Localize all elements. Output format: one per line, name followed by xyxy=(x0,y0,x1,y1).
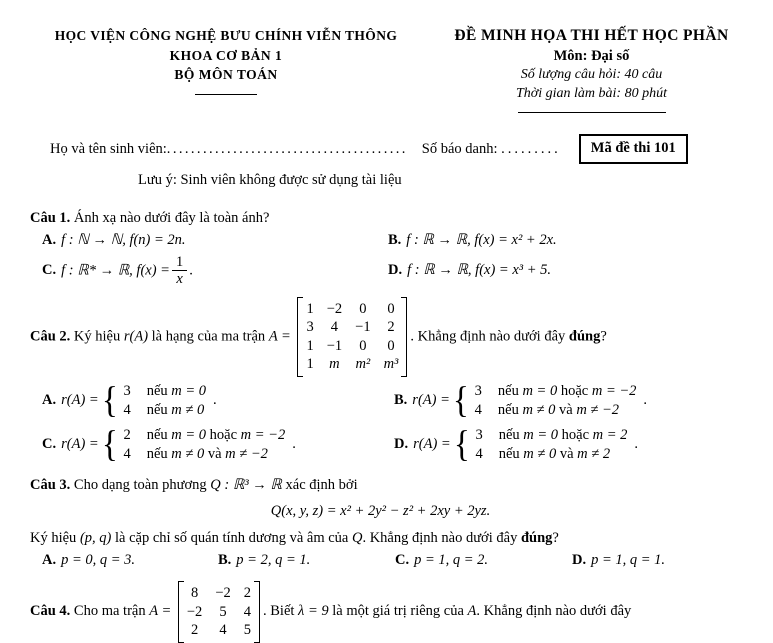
q3-inertia-pair: (p, q) xyxy=(79,530,112,547)
case-if-word: nếu xyxy=(498,445,520,462)
q3-option-a xyxy=(42,551,218,570)
question-3-text-1: Cho dạng toàn phương xyxy=(73,476,211,493)
q2-option-d-label: D. xyxy=(394,436,409,453)
question-4-label: Câu 4. xyxy=(30,603,71,620)
matrix-cell: 4 xyxy=(330,319,339,336)
case-if-word: nếu xyxy=(146,401,168,418)
matrix-cell: 0 xyxy=(359,300,367,317)
case-math: m = −2 xyxy=(240,426,286,443)
left-divider-rule xyxy=(195,94,257,95)
q1-option-c-math: f : ℝ* → ℝ, f(x) = xyxy=(61,262,170,278)
institution-block xyxy=(30,26,422,113)
matrix-cell: m xyxy=(329,356,340,373)
matrix-cell: −1 xyxy=(326,337,343,354)
case-math: m = 2 xyxy=(592,426,628,443)
question-3-map: Q : ℝ³ → ℝ xyxy=(210,476,282,493)
matrix-cell: 0 xyxy=(387,300,395,317)
q1-option-d-math: f : ℝ → ℝ, f(x) = x³ + 5. xyxy=(407,262,552,279)
faculty-name: KHOA CƠ BẢN 1 xyxy=(169,48,283,63)
q1-option-c xyxy=(42,254,388,288)
question-2-text-2: là hạng của ma trận xyxy=(148,328,269,345)
q2-option-b-lhs: r(A) = xyxy=(412,392,450,409)
matrix-cell: 2 xyxy=(190,622,199,639)
case-conj-word: và xyxy=(559,401,573,418)
cases-brace: { xyxy=(452,379,469,421)
question-2-emphasis: đúng xyxy=(568,328,601,345)
matrix-cell: 5 xyxy=(243,622,251,639)
q2-option-d-lhs: r(A) = xyxy=(413,436,451,453)
q2-option-c xyxy=(42,425,394,465)
q2-matrix-grid xyxy=(306,300,398,374)
case-condition xyxy=(147,382,206,401)
question-2-text-3: . Khẳng định nào dưới đây xyxy=(410,328,569,345)
q1-option-a-label: A. xyxy=(42,232,57,249)
matrix-cell: −2 xyxy=(186,603,203,620)
fraction-numerator: 1 xyxy=(172,254,187,272)
matrix-cell: −2 xyxy=(326,300,343,317)
case-value: 2 xyxy=(123,426,131,443)
question-4-eigenvalue: λ = 9 xyxy=(298,603,329,620)
case-math: m ≠ 0 xyxy=(171,401,205,418)
question-4-text-2: . Biết xyxy=(263,603,299,620)
matrix-cell: 1 xyxy=(306,356,314,373)
question-2 xyxy=(30,297,761,377)
case-math: m = 0 xyxy=(522,382,558,399)
question-1-label: Câu 1. xyxy=(30,210,71,227)
q3-option-d xyxy=(572,551,761,570)
matrix-cell: 4 xyxy=(243,603,251,620)
q3-option-c-label: C. xyxy=(395,552,410,569)
student-name-label: Họ và tên sinh viên: xyxy=(50,140,167,157)
case-conj-word: hoặc xyxy=(560,382,589,399)
q2-option-b-cases xyxy=(475,382,637,420)
q1-option-d xyxy=(388,261,761,280)
q2-option-d-period: . xyxy=(634,436,639,453)
exam-subject: Môn: Đại số xyxy=(553,48,630,64)
case-if-word: nếu xyxy=(497,382,519,399)
case-math: m = 0 xyxy=(171,382,207,399)
q4-matrix xyxy=(178,581,260,643)
case-value: 3 xyxy=(474,382,482,399)
matrix-cell: −1 xyxy=(355,319,371,336)
q3-option-d-label: D. xyxy=(572,552,587,569)
q2-option-a-label: A. xyxy=(42,392,57,409)
q3-option-a-label: A. xyxy=(42,552,57,569)
student-id-blank: ......... xyxy=(501,140,561,157)
q2-option-b xyxy=(394,381,761,421)
q2-matrix xyxy=(297,297,407,377)
case-math: m ≠ 2 xyxy=(577,445,611,462)
cases-brace: { xyxy=(453,423,470,465)
q2-option-c-period: . xyxy=(292,436,296,453)
case-condition xyxy=(147,445,286,464)
cases-brace: { xyxy=(101,379,118,421)
q3-option-b-label: B. xyxy=(218,552,232,569)
right-divider-rule xyxy=(518,112,666,113)
q3-text-seg: Ký hiệu xyxy=(30,530,80,547)
question-2-rank-symbol: r(A) xyxy=(123,328,149,345)
q3-quadratic-form-formula: Q(x, y, z) = x² + 2y² − z² + 2xy + 2yz. xyxy=(270,502,491,519)
q1-option-a xyxy=(42,231,388,250)
question-1 xyxy=(30,209,761,228)
matrix-cell: m² xyxy=(355,356,371,373)
exam-question-count: Số lượng câu hỏi: 40 câu xyxy=(520,67,663,82)
q3-form-symbol: Q xyxy=(351,530,363,547)
case-math: m ≠ 0 xyxy=(171,445,205,462)
institution-name: HỌC VIỆN CÔNG NGHỆ BƯU CHÍNH VIỄN THÔNG xyxy=(54,28,398,43)
q3-option-b xyxy=(218,551,395,570)
case-value: 4 xyxy=(475,445,483,462)
case-if-word: nếu xyxy=(498,426,520,443)
matrix-cell: m³ xyxy=(383,356,399,373)
case-value: 4 xyxy=(123,401,131,418)
student-id-label: Số báo danh: xyxy=(421,140,498,157)
q1-option-b-math: f : ℝ → ℝ, f(x) = x² + 2x. xyxy=(406,232,557,249)
case-value: 3 xyxy=(475,426,483,443)
case-condition xyxy=(147,426,286,445)
question-1-options xyxy=(42,231,761,287)
question-2-text-4: ? xyxy=(600,328,607,345)
cases-brace: { xyxy=(101,423,118,465)
case-math: m ≠ 0 xyxy=(522,401,556,418)
question-3 xyxy=(30,476,761,495)
matrix-cell: 1 xyxy=(306,337,314,354)
q2-option-c-lhs: r(A) = xyxy=(61,436,99,453)
exam-note: Lưu ý: Sinh viên không được sử dụng tài liệu xyxy=(138,172,402,189)
matrix-cell: 3 xyxy=(306,319,314,336)
matrix-cell: 0 xyxy=(387,337,395,354)
case-math: m = 0 xyxy=(171,426,207,443)
matrix-cell: −2 xyxy=(215,585,231,602)
q3-option-c xyxy=(395,551,572,570)
question-4-text-4: . Khẳng định nào dưới đây xyxy=(476,603,632,620)
q1-option-c-period: . xyxy=(189,262,193,278)
q3-text-seg: là cặp chỉ số quán tính dương và âm của xyxy=(111,530,352,547)
case-condition xyxy=(498,401,637,420)
case-math: m ≠ 0 xyxy=(523,445,557,462)
case-conj-word: hoặc xyxy=(561,426,590,443)
case-condition xyxy=(499,426,628,445)
q3-option-d-math: p = 1, q = 1. xyxy=(591,552,666,569)
case-conj-word: và xyxy=(207,445,222,462)
case-if-word: nếu xyxy=(146,445,168,462)
q1-option-b xyxy=(388,231,761,250)
exam-header xyxy=(30,26,761,113)
case-if-word: nếu xyxy=(146,426,168,443)
exam-duration: Thời gian làm bài: 80 phút xyxy=(516,85,667,101)
q2-option-c-label: C. xyxy=(42,436,57,453)
question-3-options xyxy=(42,551,761,570)
q2-option-b-period: . xyxy=(643,392,648,409)
question-4-text-1: Cho ma trận xyxy=(73,603,150,620)
case-if-word: nếu xyxy=(146,382,168,399)
exam-title: ĐỀ MINH HỌA THI HẾT HỌC PHẦN xyxy=(454,27,729,44)
case-condition xyxy=(147,401,206,420)
exam-title-block xyxy=(422,26,761,113)
q2-option-a-lhs: r(A) = xyxy=(61,392,99,409)
q1-option-c-fraction xyxy=(172,254,187,288)
department-name: BỘ MÔN TOÁN xyxy=(174,67,278,82)
q1-option-d-label: D. xyxy=(388,262,403,279)
q3-emphasis: đúng xyxy=(520,530,553,547)
question-4 xyxy=(30,581,761,643)
q3-option-a-math: p = 0, q = 3. xyxy=(61,552,136,569)
question-3-text-3 xyxy=(30,529,761,548)
matrix-cell: 1 xyxy=(306,300,314,317)
case-value: 4 xyxy=(474,401,482,418)
question-4-matrix-lhs: A = xyxy=(149,603,175,620)
question-2-matrix-lhs: A = xyxy=(268,328,295,345)
question-2-options xyxy=(42,381,761,465)
question-1-text: Ánh xạ nào dưới đây là toàn ánh? xyxy=(73,210,270,227)
case-value: 4 xyxy=(123,445,131,462)
case-math: m = −2 xyxy=(591,382,637,399)
q2-option-d-cases xyxy=(475,426,627,464)
matrix-cell: 0 xyxy=(359,337,367,354)
q2-option-b-label: B. xyxy=(394,392,408,409)
case-conj-word: hoặc xyxy=(209,426,238,443)
matrix-cell: 4 xyxy=(219,622,227,639)
matrix-cell: 2 xyxy=(387,319,395,336)
q1-option-b-label: B. xyxy=(388,232,402,249)
case-condition xyxy=(499,445,628,464)
q1-option-a-math: f : ℕ → ℕ, f(n) = 2n. xyxy=(61,232,186,249)
q2-option-a xyxy=(42,381,394,421)
exam-code-badge: Mã đề thi 101 xyxy=(579,134,688,164)
question-4-matrix-symbol: A xyxy=(467,603,477,620)
student-name-blank: ........................................ xyxy=(166,140,408,157)
matrix-cell: 8 xyxy=(190,585,199,602)
case-value: 3 xyxy=(123,382,131,399)
q2-option-a-cases xyxy=(123,382,206,420)
question-2-label: Câu 2. xyxy=(30,328,71,345)
question-3-label: Câu 3. xyxy=(30,476,71,493)
case-math: m ≠ −2 xyxy=(576,401,620,418)
q2-option-c-cases xyxy=(123,426,285,464)
case-condition xyxy=(498,382,637,401)
question-2-text-1: Ký hiệu xyxy=(73,328,124,345)
fraction-denominator: x xyxy=(176,271,183,288)
question-3-text-2: xác định bởi xyxy=(281,476,358,493)
q3-text-seg: . Khẳng định nào dưới đây xyxy=(362,530,521,547)
q3-option-c-math: p = 1, q = 2. xyxy=(414,552,489,569)
q3-text-seg: ? xyxy=(552,530,559,547)
matrix-cell: 5 xyxy=(219,603,227,620)
q1-option-c-label: C. xyxy=(42,262,57,278)
case-if-word: nếu xyxy=(497,401,519,418)
q4-matrix-grid xyxy=(187,584,251,640)
question-4-text-3: là một giá trị riêng của xyxy=(328,603,468,620)
case-conj-word: và xyxy=(559,445,574,462)
q2-option-d xyxy=(394,425,761,465)
matrix-cell: 2 xyxy=(243,585,251,602)
student-info-row xyxy=(50,134,761,164)
case-math: m = 0 xyxy=(523,426,559,443)
q3-option-b-math: p = 2, q = 1. xyxy=(236,552,311,569)
q2-option-a-period: . xyxy=(213,392,217,409)
case-math: m ≠ −2 xyxy=(225,445,268,462)
